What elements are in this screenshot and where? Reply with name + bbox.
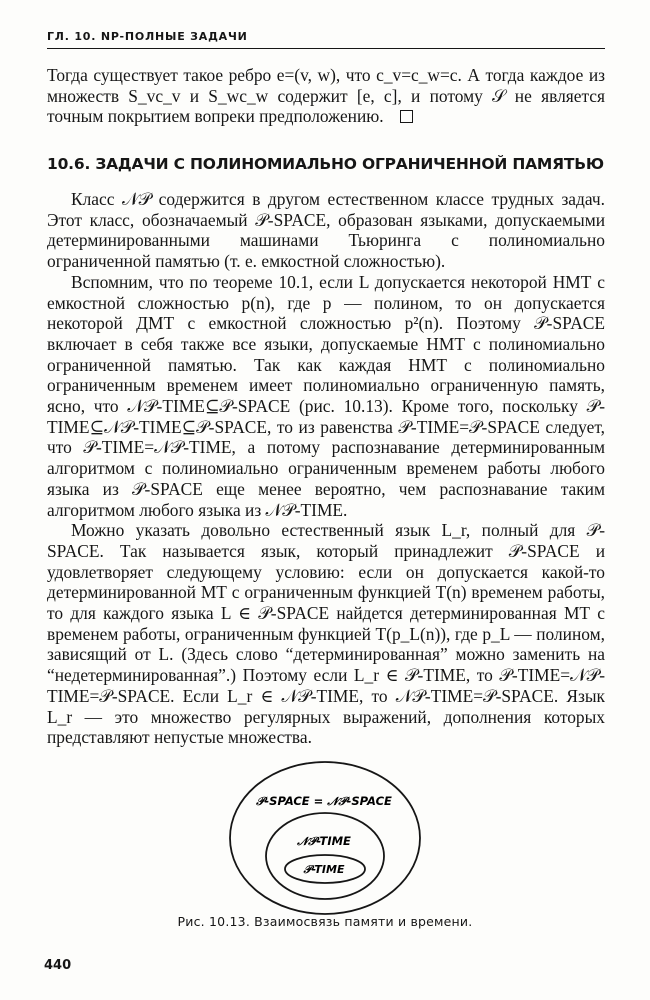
qed-square-icon xyxy=(400,110,413,123)
inner-label: 𝒫-TIME xyxy=(303,863,345,876)
intro-paragraph xyxy=(47,65,605,127)
complexity-classes-diagram xyxy=(200,758,450,918)
paragraph-1: Класс 𝒩𝒫 содержится в другом естественном классе трудных задач. Этот класс, обозначаемый 𝒫-SPACE, образован языками, допускаемыми детерминированными машинами Тьюринга с полиномиально ограниченной памятью (т. е. емкостной сложностью). xyxy=(47,189,605,272)
outer-label: 𝒫-SPACE = 𝒩𝒫-SPACE xyxy=(256,794,392,808)
main-text xyxy=(47,189,605,748)
figure-caption: Рис. 10.13. Взаимосвязь памяти и времени. xyxy=(177,914,473,929)
section-heading: 10.6. ЗАДАЧИ С ПОЛИНОМИАЛЬНО ОГРАНИЧЕННОЙ ПАМЯТЬЮ xyxy=(47,155,604,173)
middle-ellipse xyxy=(266,813,384,899)
page-number: 440 xyxy=(44,958,72,973)
running-head: ГЛ. 10. NP-ПОЛНЫЕ ЗАДАЧИ xyxy=(47,30,605,49)
paragraph-3: Можно указать довольно естественный язык L_r, полный для 𝒫-SPACE. Так называется язык, который принадлежит 𝒫-SPACE и удовлетворяет следующему условию: если он допускается какой-то детерминированной МТ с ограниченным функцией T(n) временем работы, то для каждого языка L ∈ 𝒫-SPACE найдется детерминированная МТ с временем работы, ограниченным функцией T(p_L(n)), где p_L — полином, зависящий от L. (Здесь слово “детерминированная” можно заменить на “недетерминированная”.) Поэтому если L_r ∈ 𝒫-TIME, то 𝒫-TIME=𝒩𝒫-TIME=𝒫-SPACE. Если L_r ∈ 𝒩𝒫-TIME, то 𝒩𝒫-TIME=𝒫-SPACE. Язык L_r — это множество регулярных выражений, дополнения которых представляют непустые множества. xyxy=(47,520,605,748)
paragraph-2: Вспомним, что по теореме 10.1, если L допускается некоторой НМТ с емкостной сложностью p(n), где p — полином, то он допускается некоторой ДМТ с емкостной сложностью p²(n). Поэтому 𝒫-SPACE включает в себя также все языки, допускаемые НМТ с полиномиально ограниченной памятью. Так как каждая НМТ с полиномиально ограниченным временем имеет полиномиально ограниченную память, ясно, что 𝒩𝒫-TIME⊆𝒫-SPACE (рис. 10.13). Кроме того, поскольку 𝒫-TIME⊆𝒩𝒫-TIME⊆𝒫-SPACE, то из равенства 𝒫-TIME=𝒫-SPACE следует, что 𝒫-TIME=𝒩𝒫-TIME, а потому распознавание детерминированным алгоритмом с полиномиально ограниченным временем работы любого языка из 𝒫-SPACE еще менее вероятно, чем распознавание таким алгоритмом любого языка из 𝒩𝒫-TIME. xyxy=(47,271,605,520)
intro-text: Тогда существует такое ребро e=(v, w), что c_v=c_w=c. А тогда каждое из множеств S_vc_v и S_wc_w содержит [e, c], и потому 𝒮 не является точным покрытием вопреки предположению. xyxy=(47,65,605,127)
middle-label: 𝒩𝒫-TIME xyxy=(297,834,351,848)
